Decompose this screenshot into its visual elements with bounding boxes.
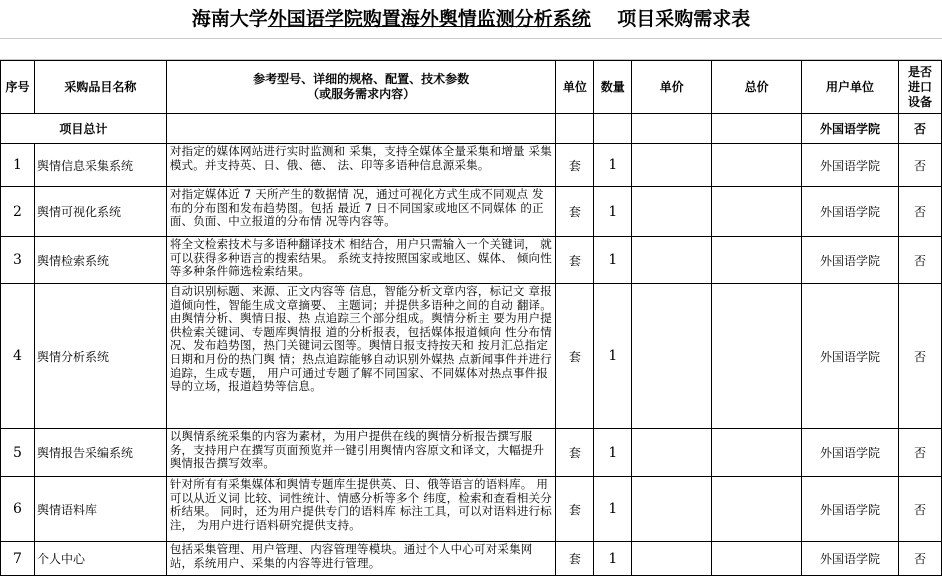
row-item-name: 舆情语料库 xyxy=(34,477,166,542)
row-qty: 1 xyxy=(594,187,632,237)
row-import: 否 xyxy=(898,144,941,187)
row-item-name: 舆情检索系统 xyxy=(34,237,166,284)
row-description: 以舆情系统采集的内容为素材，为用户提供在线的舆情分析报告撰写服务，支持用户在撰写页面预览并一键引用舆情内容原文和译文，大幅提升舆情报告撰写效率。 xyxy=(166,429,556,477)
row-unit: 套 xyxy=(556,477,594,542)
table-row xyxy=(1,237,942,284)
row-qty: 1 xyxy=(594,542,632,576)
header-spec-line2: （或服务需求内容） xyxy=(307,87,416,101)
row-user-unit: 外国语学院 xyxy=(802,187,899,237)
row-description: 自动识别标题、来源、正文内容等 信息，智能分析文章内容，标记文 章报道倾向性，智能生成文章摘要、 主题词；并提供多语种之间的自动 翻译。由舆情分析、舆情日报、热 点追踪三个部分组成。舆情分析主 要为用户提供检索关键词、专题库舆情报 道的分析报表，包括媒体报道倾向 性分布情况、发布趋势图，热门关键词云图等。舆情日报支持按天和 按月汇总指定日期和月份的热门舆 情；热点追踪能够自动识别外媒热 点新闻事件并进行追踪，生成专题， 用户可通过专题了解不同国家、不同媒体对热点事件报导的立场，报道趋势等信息。 xyxy=(166,284,556,429)
table-row xyxy=(1,284,942,429)
row-unit-price xyxy=(632,144,712,187)
total-label: 项目总计 xyxy=(1,114,167,144)
row-unit: 套 xyxy=(556,187,594,237)
header-qty: 数量 xyxy=(594,61,632,114)
header-row xyxy=(1,61,942,114)
row-unit-price xyxy=(632,429,712,477)
row-item-name: 个人中心 xyxy=(34,542,166,576)
row-description: 针对所有有采集媒体和舆情专题库生提供英、日、俄等语言的语料库。 用可以从近义词 比较、词性统计、情感分析等多个 纬度，检索和查看相关分析结果。 同时，还为用户提供专门的语料库 标注工具，可以对语料进行标注， 为用户进行语料研究提供支持。 xyxy=(166,477,556,542)
row-import: 否 xyxy=(898,477,941,542)
header-import: 是否进口设备 xyxy=(898,61,941,114)
row-import: 否 xyxy=(898,284,941,429)
row-unit-price xyxy=(632,187,712,237)
row-seq: 2 xyxy=(1,187,35,237)
title-suffix: 项目采购需求表 xyxy=(617,8,751,30)
header-spec xyxy=(166,61,556,114)
row-description: 对指定媒体近 7 天所产生的数据情 况，通过可视化方式生成不同观点 发布的分布图和发布趋势图。包括 最近 7 日不同国家或地区不同媒体 的正面、负面、中立报道的分布情 况等内容等。 xyxy=(166,187,556,237)
page-title xyxy=(0,0,942,38)
title-prefix: 海南大学 xyxy=(191,8,268,30)
row-description: 将全文检索技术与多语种翻译技术 相结合，用户只需输入一个关键词， 就可以获得多种语言的搜索结果。 系统支持按照国家或地区、媒体、 倾向性等多种条件筛选检索结果。 xyxy=(166,237,556,284)
row-item-name: 舆情信息采集系统 xyxy=(34,144,166,187)
row-description: 包括采集管理、用户管理、内容管理等模块。通过个人中心可对采集网站，系统用户、采集的内容等进行管理。 xyxy=(166,542,556,576)
row-import: 否 xyxy=(898,237,941,284)
row-item-name: 舆情可视化系统 xyxy=(34,187,166,237)
row-user-unit: 外国语学院 xyxy=(802,542,899,576)
row-unit: 套 xyxy=(556,237,594,284)
row-import: 否 xyxy=(898,542,941,576)
procurement-table xyxy=(0,60,942,576)
header-unit-price: 单价 xyxy=(632,61,712,114)
title-project-name: 外国语学院购置海外舆情监测分析系统 xyxy=(267,8,591,30)
row-unit: 套 xyxy=(556,284,594,429)
header-unit: 单位 xyxy=(556,61,594,114)
row-user-unit: 外国语学院 xyxy=(802,237,899,284)
row-qty: 1 xyxy=(594,477,632,542)
row-unit-price xyxy=(632,542,712,576)
row-total-price xyxy=(712,187,802,237)
table-row xyxy=(1,187,942,237)
blank-spacer-row xyxy=(0,38,942,60)
row-user-unit: 外国语学院 xyxy=(802,284,899,429)
row-seq: 5 xyxy=(1,429,35,477)
row-import: 否 xyxy=(898,429,941,477)
row-unit: 套 xyxy=(556,144,594,187)
row-qty: 1 xyxy=(594,284,632,429)
row-item-name: 舆情分析系统 xyxy=(34,284,166,429)
table-row xyxy=(1,477,942,542)
row-qty: 1 xyxy=(594,429,632,477)
row-total-price xyxy=(712,542,802,576)
row-total-price xyxy=(712,284,802,429)
row-seq: 3 xyxy=(1,237,35,284)
header-item-name: 采购品目名称 xyxy=(34,61,166,114)
row-item-name: 舆情报告采编系统 xyxy=(34,429,166,477)
table-row xyxy=(1,144,942,187)
row-seq: 6 xyxy=(1,477,35,542)
table-row xyxy=(1,429,942,477)
row-user-unit: 外国语学院 xyxy=(802,429,899,477)
row-seq: 7 xyxy=(1,542,35,576)
row-unit: 套 xyxy=(556,542,594,576)
header-seq: 序号 xyxy=(1,61,35,114)
row-description: 对指定的媒体网站进行实时监测和 采集，支持全媒体全量采集和增量 采集模式。并支持英、日、俄、德、 法、印等多语种信息源采集。 xyxy=(166,144,556,187)
header-total-price: 总价 xyxy=(712,61,802,114)
total-user-unit: 外国语学院 xyxy=(802,114,899,144)
header-spec-line1: 参考型号、详细的规格、配置、技术参数 xyxy=(253,72,470,86)
row-qty: 1 xyxy=(594,237,632,284)
row-unit-price xyxy=(632,477,712,542)
row-seq: 1 xyxy=(1,144,35,187)
row-user-unit: 外国语学院 xyxy=(802,144,899,187)
row-qty: 1 xyxy=(594,144,632,187)
row-unit-price xyxy=(632,284,712,429)
row-total-price xyxy=(712,477,802,542)
total-import: 否 xyxy=(898,114,941,144)
row-unit-price xyxy=(632,237,712,284)
row-total-price xyxy=(712,429,802,477)
table-row xyxy=(1,542,942,576)
row-total-price xyxy=(712,237,802,284)
row-user-unit: 外国语学院 xyxy=(802,477,899,542)
total-row xyxy=(1,114,942,144)
row-total-price xyxy=(712,144,802,187)
row-seq: 4 xyxy=(1,284,35,429)
row-unit: 套 xyxy=(556,429,594,477)
row-import: 否 xyxy=(898,187,941,237)
header-user-unit: 用户单位 xyxy=(802,61,899,114)
